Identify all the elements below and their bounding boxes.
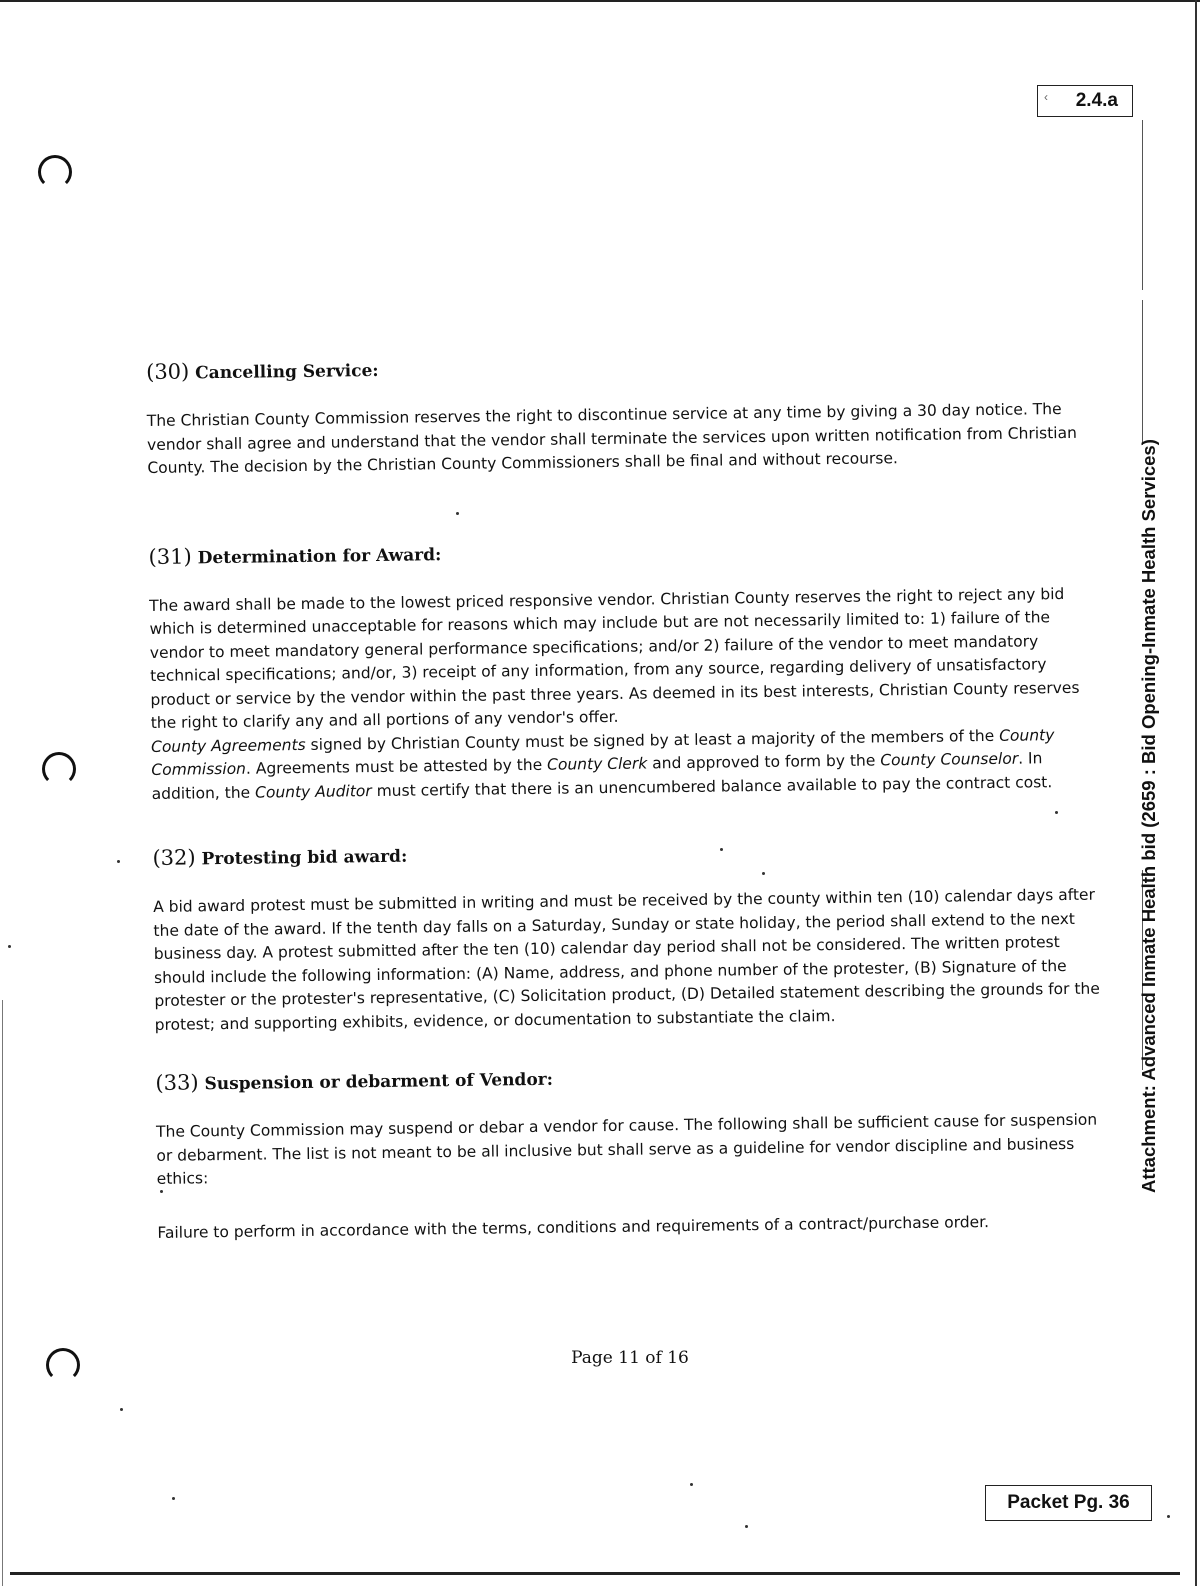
scan-speck [690,1483,693,1486]
packet-page: Packet Pg. 36 [1007,1492,1130,1513]
scan-speck [1055,811,1058,814]
side-margin-line [1142,300,1143,445]
document-body [146,348,1108,1245]
term-county-clerk: County Clerk [546,754,648,774]
agreements-paragraph [151,723,1102,806]
section-paragraph: The County Commission may suspend or debar a vendor for cause. The following shall be sufficient cause for suspension or debarment. The list is not meant to be all inclusive but shall serve as a guideline for vendor discipline and business ethics: [155,1110,1098,1188]
term-county-counselor: County Counselor [880,749,1019,770]
punch-hole-top [38,155,72,189]
packet-page-box [985,1485,1152,1521]
section-title: Protesting bid award: [201,846,408,870]
scan-speck [117,860,120,863]
section-number: (33) [155,1070,199,1095]
section-title: Suspension or debarment of Vendor: [204,1069,554,1095]
section-number: (31) [148,543,192,569]
scan-speck [745,1525,748,1528]
section-paragraph: The Christian County Commission reserves the right to discontinue service at any time by giving a 30 day notice. The vendor shall agree and understand that the vendor shall terminate the services upon written notification from Christian County. The decision by the Christian County Commissioners shall be final and without recourse. [146,400,1077,477]
term-county-auditor: County Auditor [254,781,372,802]
page-border-top [0,0,1200,2]
section-protesting-bid-award [152,834,1104,1037]
term-county-agreements: County Agreements [150,735,306,756]
page-border-left [2,1000,3,1586]
punch-hole-middle [42,752,76,786]
section-paragraph: A bid award protest must be submitted in writing and must be received by the county within ten (10) calendar days after the date of the award. If the tenth day falls on a Saturday, Sunday or state holiday, the period shall extend to the next business day. A protest submitted after the ten (10) calendar day period shall not be considered. The written protest should include the following information: (A) Name, address, and phone number of the protester, (B) Signature of the protester or the protester's representative, (C) Solicitation product, (D) Detailed statement describing the grounds for the protest; and supporting exhibits, evidence, or documentation to substantiate the claim. [153,885,1100,1034]
section-paragraph: Failure to perform in accordance with the terms, conditions and requirements of a contract/purchase order. [157,1212,990,1242]
agreements-text: must certify that there is an unencumbered balance available to pay the contract cost. [371,772,1053,800]
page-number: Page 11 of 16 [571,1348,689,1368]
agreements-text: and approved to form by the [647,751,881,773]
section-number: (30) [146,359,190,384]
agreements-text: . Agreements must be attested by the [245,755,548,778]
section-title: Cancelling Service: [195,360,379,384]
doc-code: 2.4.a [1075,90,1118,111]
section-title: Determination for Award: [197,544,442,568]
agreements-text: signed by Christian County must be signed by at least a majority of the members of the [305,726,1000,754]
bottom-rule [10,1572,1180,1575]
scan-speck [1167,1515,1170,1518]
scan-speck [720,848,723,851]
side-margin-line [1142,120,1143,290]
scan-speck [160,1190,163,1193]
scan-speck [762,872,765,875]
doc-code-box [1037,85,1133,117]
section-heading [146,348,1096,384]
section-determination-for-award [148,532,1101,806]
tick-mark-icon: ‹ [1044,90,1048,104]
section-cancelling-service [146,348,1097,481]
scan-speck [120,1408,123,1411]
term-county-commission: County Commission [151,725,1055,779]
agreements-text: . In addition, the [151,749,1043,803]
side-attachment-label: Attachment: Advanced Inmate Health bid (2659 : Bid Opening-Inmate Health Services) [1138,439,1159,1193]
scan-speck [456,512,459,515]
section-paragraph: The award shall be made to the lowest priced responsive vendor. Christian County reserves the right to reject any bid which is determined unacceptable for reasons which may include but are not necessarily limited to: 1) failure of the vendor to meet mandatory general performance specifications; and/or 2) failure of the vendor to meet mandatory technical specifications; and/or, 3) receipt of any information, from any source, regarding delivery of unsatisfactory product or service by the vendor within the past three years. As deemed in its best interests, Christian County reserves the right to clarify any and all portions of any vendor's offer. [149,584,1080,732]
scan-speck [8,945,11,948]
section-suspension-or-debarment [155,1059,1107,1245]
scan-speck [172,1497,175,1500]
section-number: (32) [152,845,196,870]
